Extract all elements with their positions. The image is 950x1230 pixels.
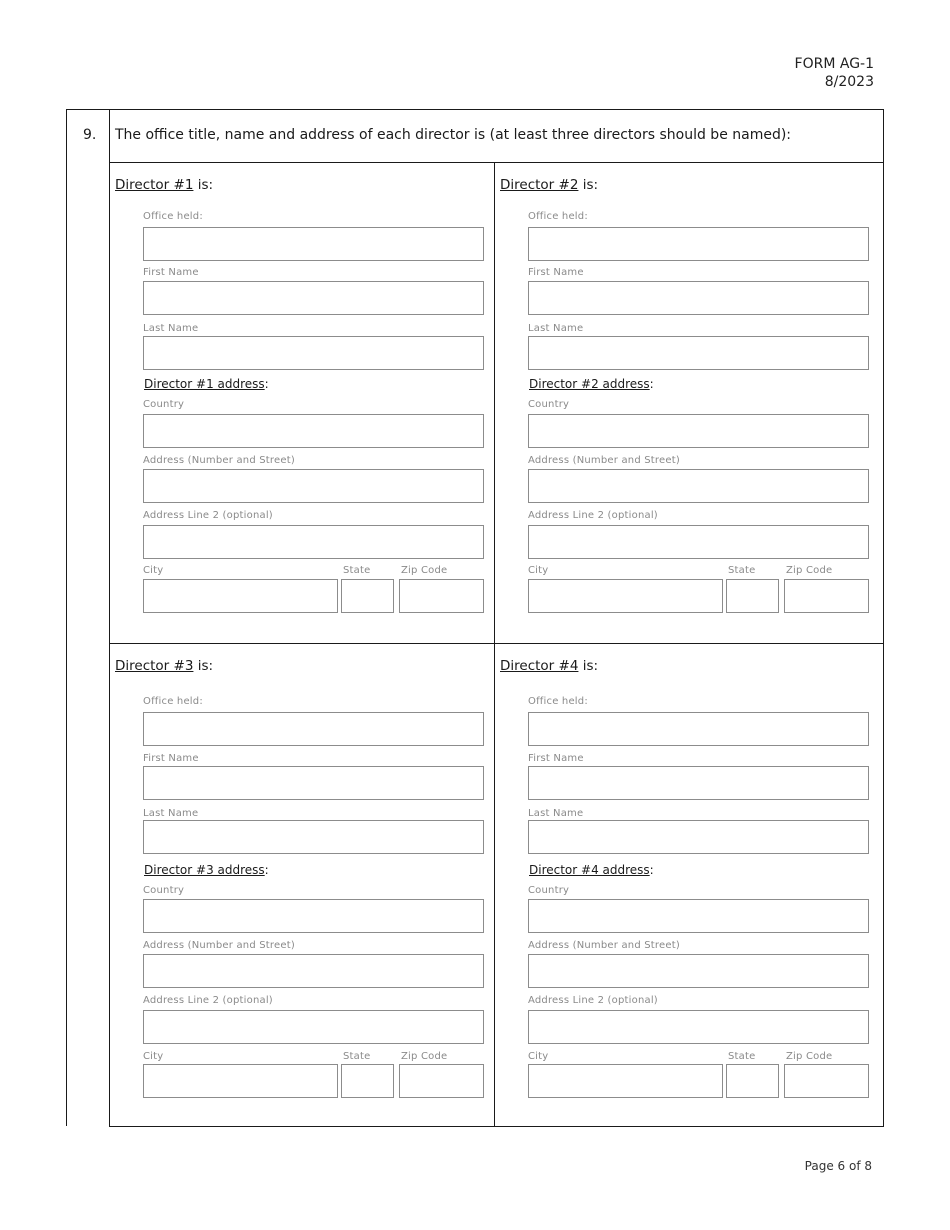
address1-label: Address (Number and Street): [143, 455, 295, 466]
director-1-title-link[interactable]: Director #1: [115, 177, 194, 193]
form-date: 8/2023: [824, 74, 874, 90]
state-label: State: [728, 565, 756, 576]
director-1-zip-input[interactable]: [399, 579, 484, 613]
address-suffix: :: [649, 863, 654, 877]
address-suffix: :: [649, 377, 654, 391]
last-name-label: Last Name: [143, 808, 199, 819]
director-1-panel: [109, 163, 493, 643]
form-id: FORM AG-1: [794, 56, 874, 72]
director-3-title-suffix: is:: [193, 658, 214, 674]
director-1-address2-input[interactable]: [143, 525, 484, 559]
director-4-panel: [494, 644, 878, 1124]
director-1-city-input[interactable]: [143, 579, 338, 613]
director-4-country-input[interactable]: [528, 899, 869, 933]
city-label: City: [143, 565, 164, 576]
country-label: Country: [528, 885, 570, 896]
country-label: Country: [528, 399, 570, 410]
question-text: The office title, name and address of each director is (at least three directors should be named):: [115, 127, 792, 143]
state-label: State: [343, 565, 371, 576]
state-label: State: [343, 1051, 371, 1062]
director-4-address-link[interactable]: Director #4 address: [529, 863, 650, 877]
director-2-address1-input[interactable]: [528, 469, 869, 503]
office-held-label: Office held:: [528, 696, 588, 707]
office-held-label: Office held:: [143, 696, 203, 707]
director-3-state-input[interactable]: [341, 1064, 394, 1098]
director-3-address-heading: [144, 863, 269, 877]
director-3-first-name-input[interactable]: [143, 766, 484, 800]
last-name-label: Last Name: [143, 323, 199, 334]
director-3-title: [115, 658, 213, 674]
director-2-country-input[interactable]: [528, 414, 869, 448]
zip-label: Zip Code: [786, 565, 833, 576]
city-label: City: [528, 565, 549, 576]
director-2-address2-input[interactable]: [528, 525, 869, 559]
address-suffix: :: [264, 377, 269, 391]
director-3-address-link[interactable]: Director #3 address: [144, 863, 265, 877]
director-2-title-suffix: is:: [578, 177, 599, 193]
director-4-title-link[interactable]: Director #4: [500, 658, 579, 674]
director-3-country-input[interactable]: [143, 899, 484, 933]
director-4-office-input[interactable]: [528, 712, 869, 746]
address1-label: Address (Number and Street): [143, 940, 295, 951]
director-2-title: [500, 177, 598, 193]
director-4-address1-input[interactable]: [528, 954, 869, 988]
director-3-panel: [109, 644, 493, 1124]
director-3-office-input[interactable]: [143, 712, 484, 746]
director-2-zip-input[interactable]: [784, 579, 869, 613]
director-1-address1-input[interactable]: [143, 469, 484, 503]
director-1-office-input[interactable]: [143, 227, 484, 261]
director-4-address2-input[interactable]: [528, 1010, 869, 1044]
director-1-address-heading: [144, 377, 269, 391]
director-2-last-name-input[interactable]: [528, 336, 869, 370]
director-4-first-name-input[interactable]: [528, 766, 869, 800]
director-3-address2-input[interactable]: [143, 1010, 484, 1044]
director-4-title-suffix: is:: [578, 658, 599, 674]
director-2-first-name-input[interactable]: [528, 281, 869, 315]
director-4-title: [500, 658, 598, 674]
director-2-state-input[interactable]: [726, 579, 779, 613]
director-2-office-input[interactable]: [528, 227, 869, 261]
director-4-zip-input[interactable]: [784, 1064, 869, 1098]
director-3-address1-input[interactable]: [143, 954, 484, 988]
director-2-panel: [494, 163, 878, 643]
director-1-country-input[interactable]: [143, 414, 484, 448]
address2-label: Address Line 2 (optional): [528, 995, 658, 1006]
director-1-address-link[interactable]: Director #1 address: [144, 377, 265, 391]
director-1-title: [115, 177, 213, 193]
first-name-label: First Name: [143, 267, 199, 278]
first-name-label: First Name: [528, 753, 584, 764]
question-number: 9.: [83, 127, 97, 143]
director-1-first-name-input[interactable]: [143, 281, 484, 315]
director-4-address-heading: [529, 863, 654, 877]
director-4-last-name-input[interactable]: [528, 820, 869, 854]
country-label: Country: [143, 885, 185, 896]
address2-label: Address Line 2 (optional): [143, 510, 273, 521]
office-held-label: Office held:: [143, 211, 203, 222]
city-label: City: [143, 1051, 164, 1062]
first-name-label: First Name: [528, 267, 584, 278]
director-4-state-input[interactable]: [726, 1064, 779, 1098]
director-3-title-link[interactable]: Director #3: [115, 658, 194, 674]
last-name-label: Last Name: [528, 323, 584, 334]
address1-label: Address (Number and Street): [528, 940, 680, 951]
table-top-rule: [66, 109, 884, 110]
director-2-title-link[interactable]: Director #2: [500, 177, 579, 193]
first-name-label: First Name: [143, 753, 199, 764]
zip-label: Zip Code: [401, 565, 448, 576]
address1-label: Address (Number and Street): [528, 455, 680, 466]
director-1-state-input[interactable]: [341, 579, 394, 613]
address2-label: Address Line 2 (optional): [528, 510, 658, 521]
director-3-last-name-input[interactable]: [143, 820, 484, 854]
director-2-address-heading: [529, 377, 654, 391]
director-2-city-input[interactable]: [528, 579, 723, 613]
director-3-zip-input[interactable]: [399, 1064, 484, 1098]
table-right-rule: [883, 109, 884, 1127]
director-1-last-name-input[interactable]: [143, 336, 484, 370]
page-number: Page 6 of 8: [804, 1159, 872, 1173]
director-4-city-input[interactable]: [528, 1064, 723, 1098]
director-1-title-suffix: is:: [193, 177, 214, 193]
last-name-label: Last Name: [528, 808, 584, 819]
country-label: Country: [143, 399, 185, 410]
office-held-label: Office held:: [528, 211, 588, 222]
city-label: City: [528, 1051, 549, 1062]
director-2-address-link[interactable]: Director #2 address: [529, 377, 650, 391]
address2-label: Address Line 2 (optional): [143, 995, 273, 1006]
table-bottom-rule: [109, 1126, 884, 1127]
zip-label: Zip Code: [786, 1051, 833, 1062]
table-left-rule: [66, 109, 67, 1126]
zip-label: Zip Code: [401, 1051, 448, 1062]
address-suffix: :: [264, 863, 269, 877]
director-3-city-input[interactable]: [143, 1064, 338, 1098]
state-label: State: [728, 1051, 756, 1062]
